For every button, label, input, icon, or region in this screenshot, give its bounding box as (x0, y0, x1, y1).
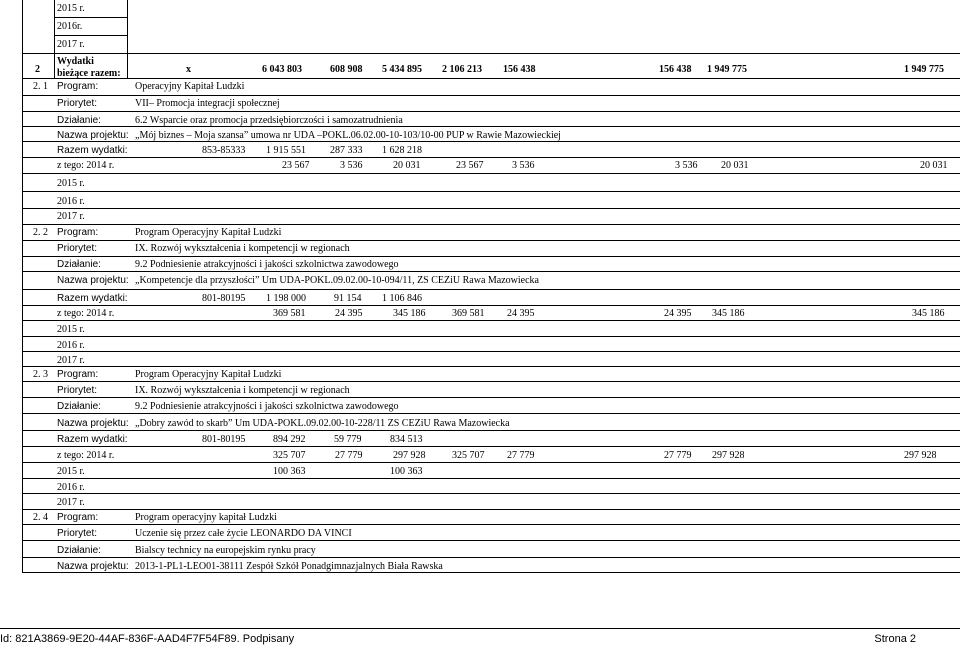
program-label: Program: (57, 512, 99, 523)
project-number: 2. 1 (33, 81, 48, 92)
year-2015: 2015 r. (57, 3, 85, 14)
value: 27 779 (664, 450, 692, 461)
in-2014-label: z tego: 2014 r. (57, 308, 115, 319)
rule (54, 35, 127, 36)
rule (22, 413, 960, 414)
priority-value: IX. Rozwój wykształcenia i kompetencji w regionach (135, 385, 350, 396)
row-label: Wydatki bieżące razem: (57, 56, 121, 79)
total-value: 59 779 (334, 434, 362, 445)
rule (22, 289, 960, 290)
value: 3 536 (340, 160, 363, 171)
rule (22, 53, 960, 54)
value: 369 581 (452, 308, 485, 319)
year-label: 2015 r. (57, 466, 85, 477)
in-2014-label: z tego: 2014 r. (57, 450, 115, 461)
rule (22, 95, 960, 96)
total-label: Razem wydatki: (57, 145, 128, 156)
project-number: 2. 3 (33, 369, 48, 380)
rule (22, 430, 960, 431)
total-value: 91 154 (334, 293, 362, 304)
rule (22, 111, 960, 112)
value: 5 434 895 (382, 64, 422, 75)
value: 297 928 (712, 450, 745, 461)
program-value: Program operacyjny kapitał Ludzki (135, 512, 277, 523)
total-value: 1 198 000 (266, 293, 306, 304)
year-2016: 2016r. (57, 21, 83, 32)
total-value: 853-85333 (202, 145, 246, 156)
rule (22, 336, 960, 337)
x-marker: x (186, 64, 191, 75)
total-value: 801-80195 (202, 434, 246, 445)
action-value: Bialscy technicy na europejskim rynku pracy (135, 545, 316, 556)
col-divider-a (54, 0, 55, 78)
priority-label: Priorytet: (57, 385, 98, 396)
project-name-label: Nazwa projektu: (57, 275, 129, 286)
total-value: 801-80195 (202, 293, 246, 304)
value: 156 438 (659, 64, 692, 75)
in-2014-label: z tego: 2014 r. (57, 160, 115, 171)
col-divider-b (127, 0, 128, 78)
program-value: Program Operacyjny Kapitał Ludzki (135, 227, 282, 238)
action-value: 6.2 Wsparcie oraz promocja przedsiębiorczości i samozatrudnienia (135, 115, 403, 126)
value: 27 779 (507, 450, 535, 461)
total-value: 1 628 218 (382, 145, 422, 156)
rule (22, 557, 960, 558)
year-label: 2016 r. (57, 196, 85, 207)
program-value: Program Operacyjny Kapitał Ludzki (135, 369, 282, 380)
program-label: Program: (57, 81, 99, 92)
value: 369 581 (273, 308, 306, 319)
value: 156 438 (503, 64, 536, 75)
year-label: 2017 r. (57, 211, 85, 222)
priority-label: Priorytet: (57, 528, 98, 539)
total-value: 287 333 (330, 145, 363, 156)
value: 2 106 213 (442, 64, 482, 75)
total-value: 1 106 846 (382, 293, 422, 304)
rule (22, 320, 960, 321)
total-label: Razem wydatki: (57, 293, 128, 304)
rule (22, 524, 960, 525)
project-name-label: Nazwa projektu: (57, 418, 129, 429)
project-name-label: Nazwa projektu: (57, 130, 129, 141)
value: 20 031 (721, 160, 749, 171)
rule (22, 126, 960, 127)
value: 608 908 (330, 64, 363, 75)
footer-rule (0, 628, 960, 629)
rule (22, 462, 960, 463)
value: 24 395 (507, 308, 535, 319)
value: 20 031 (920, 160, 948, 171)
footer-document-id: Id: 821A3869-9E20-44AF-836F-AAD4F7F54F89. Podpisany (0, 633, 295, 645)
rule (22, 397, 960, 398)
year-label: 2016 r. (57, 482, 85, 493)
program-label: Program: (57, 227, 99, 238)
rule (22, 240, 960, 241)
project-number: 2. 2 (33, 227, 48, 238)
year-label: 2015 r. (57, 178, 85, 189)
rule (22, 271, 960, 272)
action-value: 9.2 Podniesienie atrakcyjności i jakości szkolnictwa zawodowego (135, 259, 399, 270)
rule (22, 224, 960, 225)
total-value: 834 513 (390, 434, 423, 445)
value: 3 536 (675, 160, 698, 171)
rule (22, 478, 960, 479)
rule (22, 351, 960, 352)
rule (22, 191, 960, 192)
priority-label: Priorytet: (57, 98, 98, 109)
value: 24 395 (664, 308, 692, 319)
action-label: Działanie: (57, 259, 101, 270)
project-name-value: „Kompetencje dla przyszłości” Um UDA-POKL.09.02.00-10-094/11, ZS CEZiU Rawa Mazowiecka (135, 275, 539, 286)
rule (22, 446, 960, 447)
value: 3 536 (512, 160, 535, 171)
value: 6 043 803 (262, 64, 302, 75)
rule (22, 157, 960, 158)
total-value: 1 915 551 (266, 145, 306, 156)
priority-value: Uczenie się przez całe życie LEONARDO DA VINCI (135, 528, 352, 539)
left-border (22, 0, 23, 572)
value: 1 949 775 (904, 64, 944, 75)
program-value: Operacyjny Kapitał Ludzki (135, 81, 245, 92)
value: 345 186 (912, 308, 945, 319)
year-2017: 2017 r. (57, 39, 85, 50)
rule (22, 208, 960, 209)
value: 1 949 775 (707, 64, 747, 75)
action-value: 9.2 Podniesienie atrakcyjności i jakości szkolnictwa zawodowego (135, 401, 399, 412)
row-number: 2 (35, 64, 40, 75)
project-name-value: 2013-1-PL1-LEO01-38111 Zespół Szkół Ponadgimnazjalnych Biała Rawska (135, 561, 443, 572)
rule (22, 493, 960, 494)
rule (54, 17, 127, 18)
value: 325 707 (273, 450, 306, 461)
value: 100 363 (273, 466, 306, 477)
rule (22, 305, 960, 306)
program-label: Program: (57, 369, 99, 380)
action-label: Działanie: (57, 545, 101, 556)
rule (22, 173, 960, 174)
priority-label: Priorytet: (57, 243, 98, 254)
project-name-value: „Dobry zawód to skarb” Um UDA-POKL.09.02.00-10-228/11 ZS CEZiU Rawa Mazowiecka (135, 418, 510, 429)
value: 23 567 (282, 160, 310, 171)
project-number: 2. 4 (33, 512, 48, 523)
rule (22, 540, 960, 541)
footer-page-number: Strona 2 (874, 633, 916, 645)
rule (22, 256, 960, 257)
action-label: Działanie: (57, 401, 101, 412)
rule (22, 381, 960, 382)
value: 100 363 (390, 466, 423, 477)
total-label: Razem wydatki: (57, 434, 128, 445)
value: 345 186 (712, 308, 745, 319)
value: 23 567 (456, 160, 484, 171)
value: 27 779 (335, 450, 363, 461)
rule (22, 366, 960, 367)
value: 345 186 (393, 308, 426, 319)
action-label: Działanie: (57, 115, 101, 126)
project-name-value: „Mój biznes – Moja szansa” umowa nr UDA –POKL.06.02.00-10-103/10-00 PUP w Rawie Mazowieckiej (135, 130, 561, 141)
year-label: 2016 r. (57, 340, 85, 351)
year-label: 2017 r. (57, 497, 85, 508)
priority-value: IX. Rozwój wykształcenia i kompetencji w regionach (135, 243, 350, 254)
rule (22, 509, 960, 510)
rule (22, 572, 960, 573)
year-label: 2015 r. (57, 324, 85, 335)
total-value: 894 292 (273, 434, 306, 445)
value: 325 707 (452, 450, 485, 461)
rule (22, 78, 960, 79)
priority-value: VII– Promocja integracji społecznej (135, 98, 280, 109)
year-label: 2017 r. (57, 355, 85, 366)
value: 20 031 (393, 160, 421, 171)
value: 24 395 (335, 308, 363, 319)
value: 297 928 (904, 450, 937, 461)
rule (22, 141, 960, 142)
value: 297 928 (393, 450, 426, 461)
project-name-label: Nazwa projektu: (57, 561, 129, 572)
